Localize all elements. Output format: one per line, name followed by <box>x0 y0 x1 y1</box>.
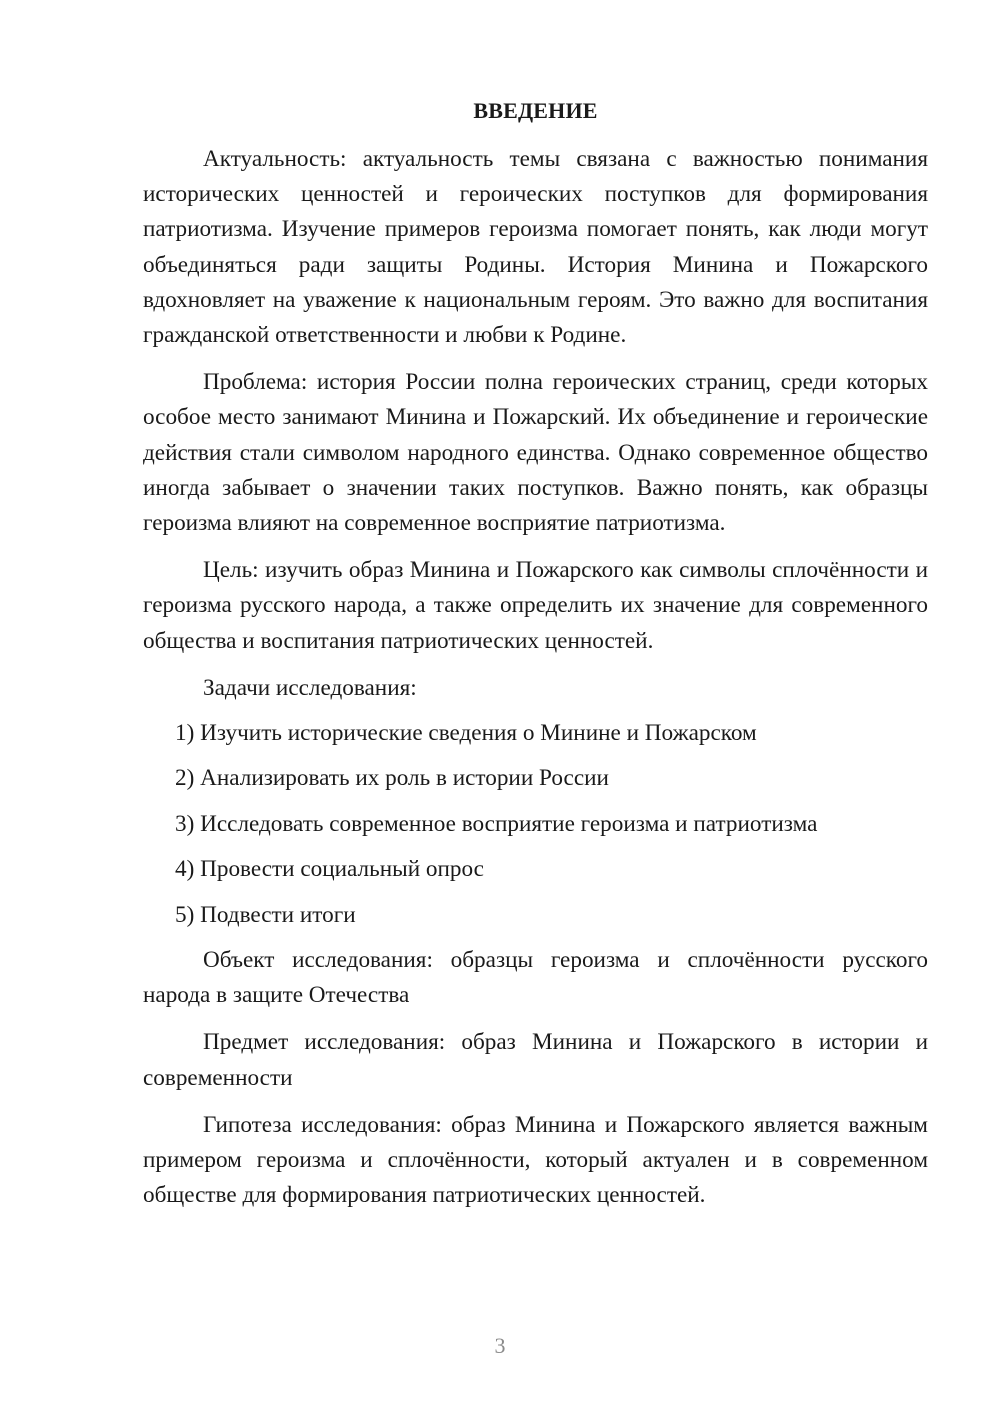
object-paragraph: Объект исследования: образцы героизма и сплочённости русского народа в защите Отечества <box>143 947 928 1009</box>
hypothesis-paragraph: Гипотеза исследования: образ Минина и Пожарского является важным примером героизма и сплочённости, который актуален и в современном обществе для формирования патриотических ценностей. <box>143 1111 928 1209</box>
task-item: 1) Изучить исторические сведения о Минине и Пожарском <box>175 720 757 747</box>
task-item: 5) Подвести итоги <box>175 901 356 928</box>
task-item: 2) Анализировать их роль в истории России <box>175 765 609 792</box>
relevance-paragraph: Актуальность: актуальность темы связана с важностью понимания исторических ценностей и героических поступков для формирования патриотизма. Изучение примеров героизма помогает понять, как люди могут объединяться ради защиты Родины. История Минина и Пожарского вдохновляет на уважение к национальным героям. Это важно для воспитания гражданской ответственности и любви к Родине. <box>143 146 928 349</box>
task-item: 3) Исследовать современное восприятие героизма и патриотизма <box>175 810 818 837</box>
tasks-list <box>143 716 928 933</box>
tasks-label: Задачи исследования: <box>203 674 417 701</box>
body-text <box>143 142 928 1225</box>
goal-paragraph: Цель: изучить образ Минина и Пожарского как символы сплочённости и героизма русского народа, а также определить их значение для современного общества и воспитания патриотических ценностей. <box>143 557 928 654</box>
task-item: 4) Провести социальный опрос <box>175 856 484 883</box>
section-heading: ВВЕДЕНИЕ <box>473 98 598 123</box>
subject-paragraph: Предмет исследования: образ Минина и Пожарского в истории и современности <box>143 1029 928 1091</box>
problem-paragraph: Проблема: история России полна героических страниц, среди которых особое место занимают Минина и Пожарский. Их объединение и героические действия стали символом народного единства. Однако современное общество иногда забывает о значении таких поступков. Важно понять, как образцы героизма влияют на современное восприятие патриотизма. <box>143 369 928 537</box>
page-number: 3 <box>494 1333 506 1358</box>
